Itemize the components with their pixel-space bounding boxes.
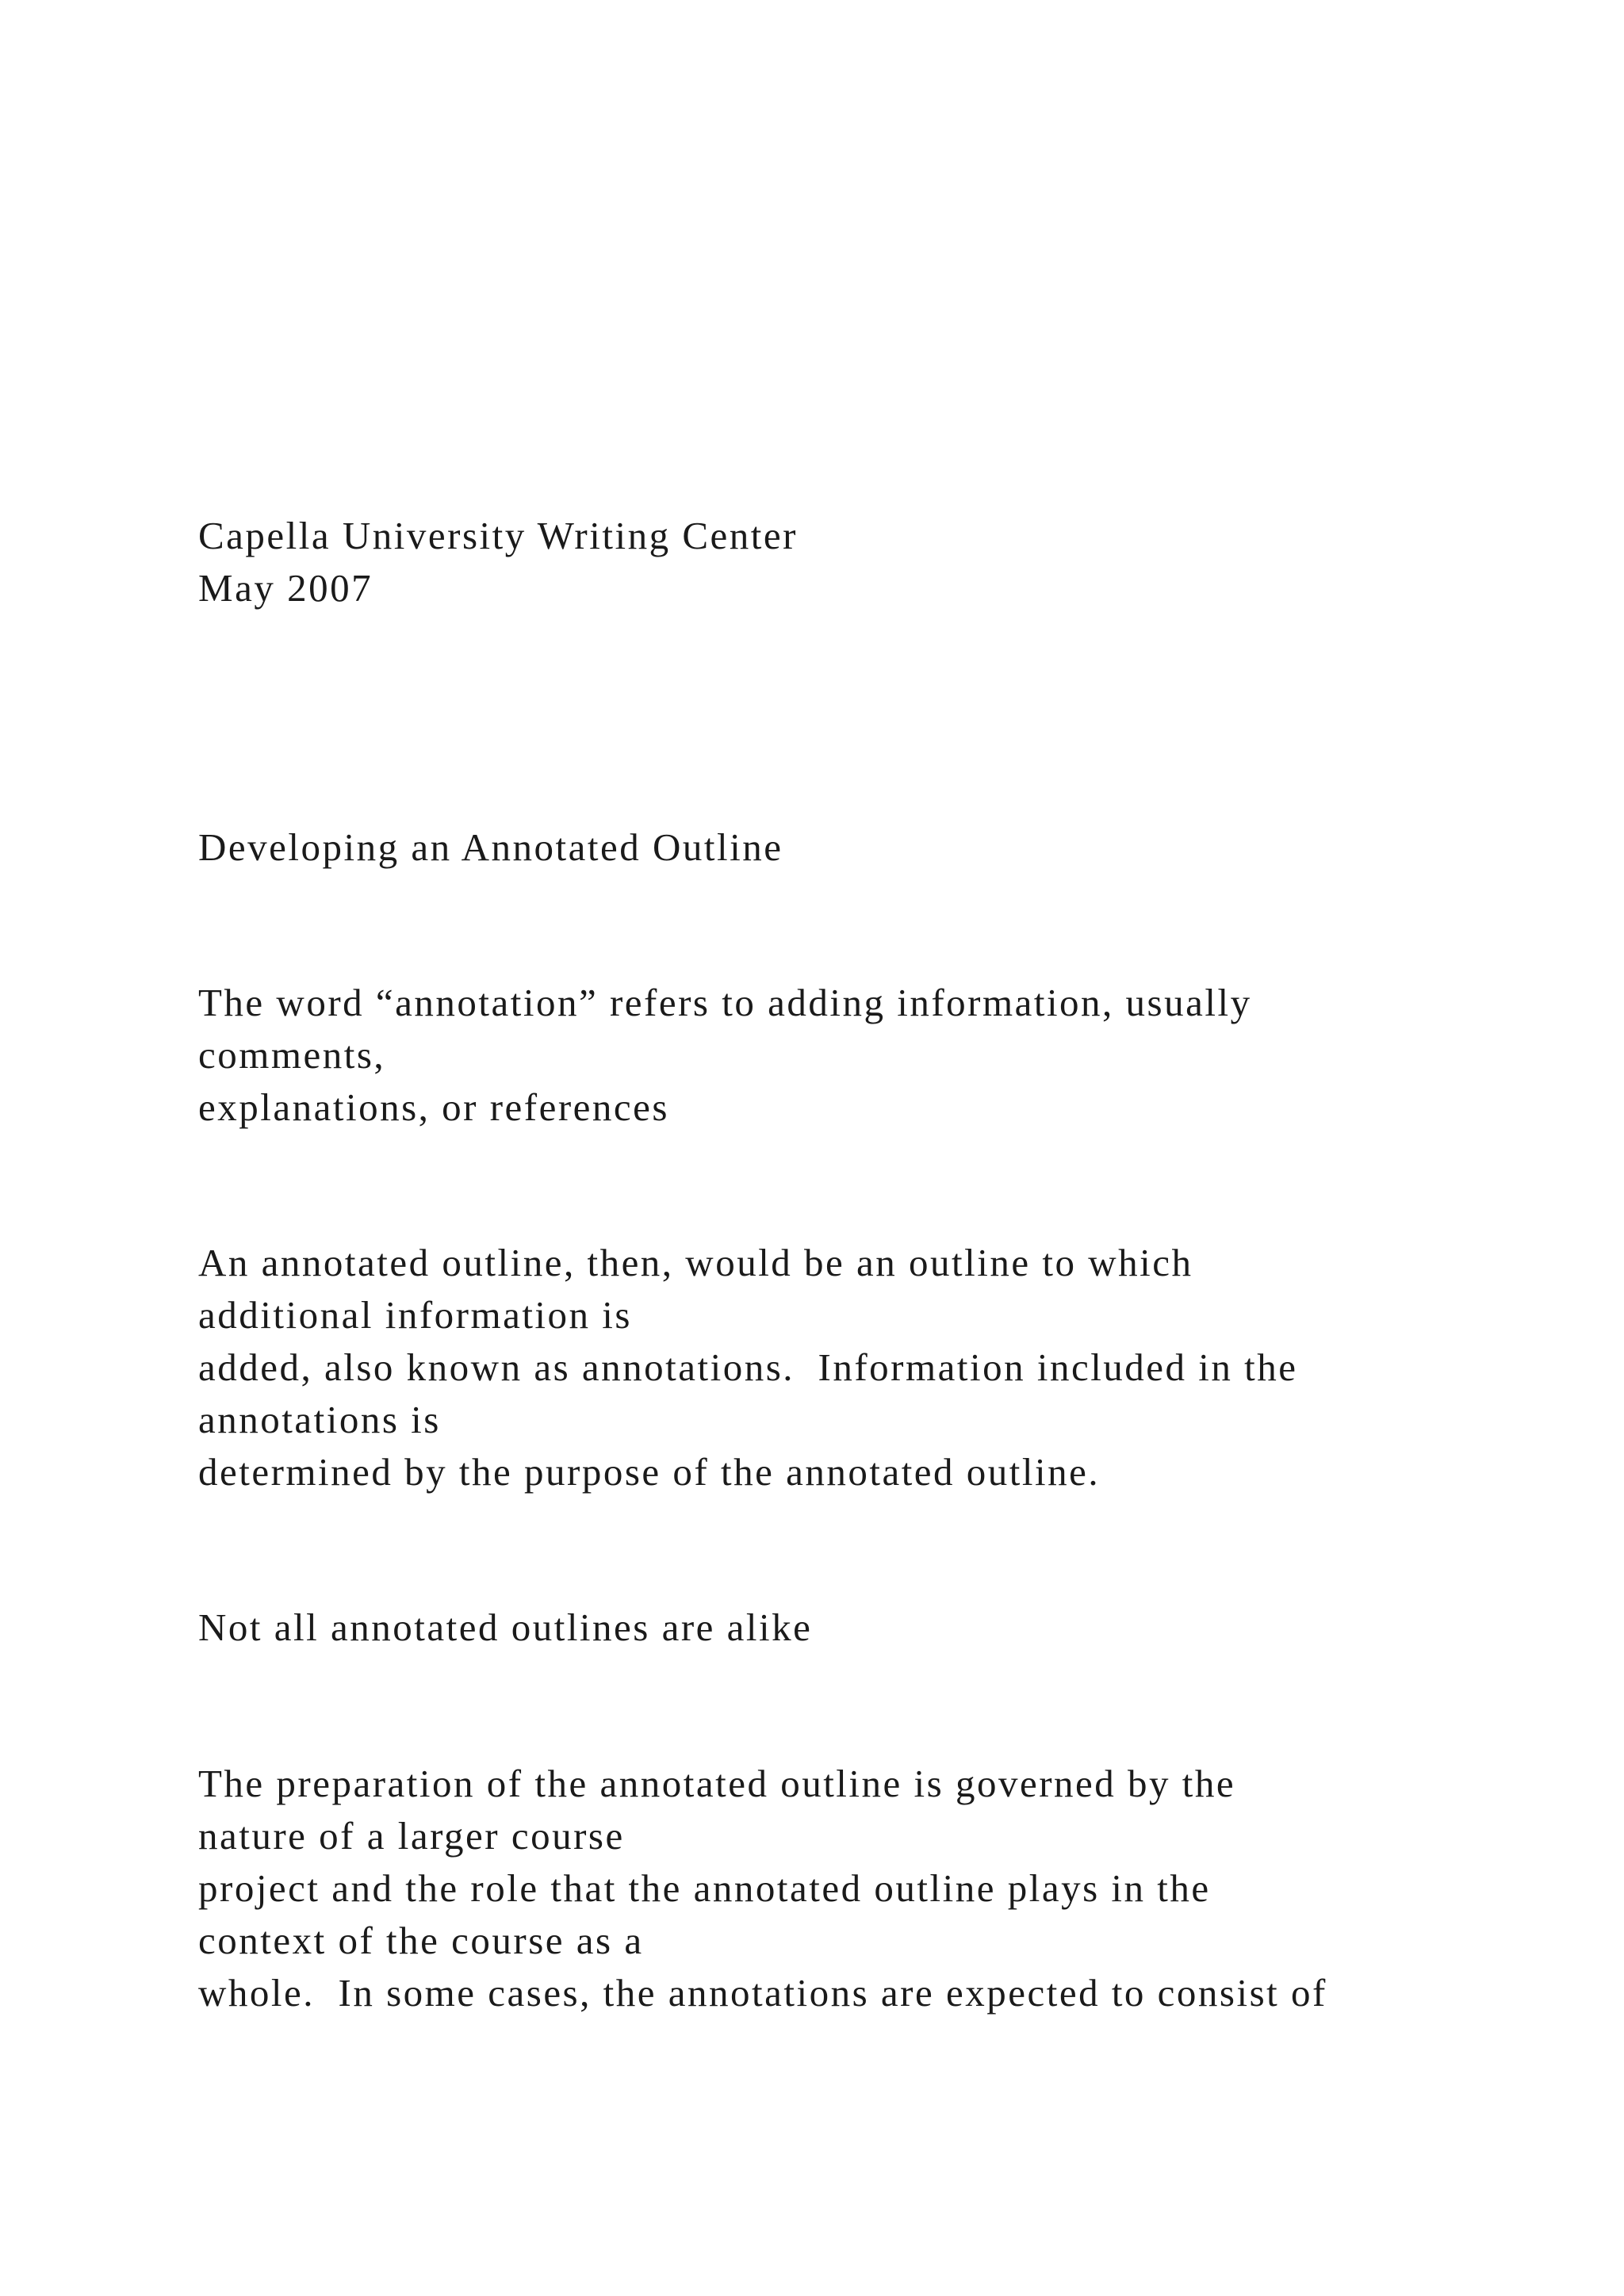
paragraph-line: An annotated outline, then, would be an outline to which	[198, 1241, 1193, 1284]
paragraph-line: context of the course as a	[198, 1919, 644, 1962]
paragraph-line: Not all annotated outlines are alike	[198, 1605, 813, 1649]
document-title-block	[198, 821, 1546, 874]
paragraph-line: determined by the purpose of the annotated outline.	[198, 1450, 1101, 1494]
organization-name: Capella University Writing Center	[198, 514, 798, 557]
document-title: Developing an Annotated Outline	[198, 825, 783, 869]
paragraph-line: additional information is	[198, 1293, 632, 1337]
paragraph-line: The word “annotation” refers to adding information, usually	[198, 981, 1252, 1024]
paragraph-line: explanations, or references	[198, 1085, 669, 1129]
paragraph-line: added, also known as annotations. Information included in the	[198, 1345, 1298, 1389]
paragraph-line: comments,	[198, 1033, 386, 1077]
paragraph-preparation	[198, 1758, 1546, 2019]
paragraph-annotated-outline	[198, 1237, 1546, 1498]
header-block	[198, 510, 1546, 614]
paragraph-line: project and the role that the annotated outline plays in the	[198, 1866, 1211, 1910]
paragraph-line: The preparation of the annotated outline is governed by the	[198, 1762, 1236, 1805]
paragraph-annotation-definition	[198, 977, 1546, 1134]
paragraph-line: annotations is	[198, 1398, 441, 1441]
paragraph-not-alike	[198, 1601, 1546, 1654]
paragraph-line: whole. In some cases, the annotations are expected to consist of	[198, 1971, 1327, 2015]
paragraph-line: nature of a larger course	[198, 1814, 625, 1858]
document-date: May 2007	[198, 566, 373, 610]
